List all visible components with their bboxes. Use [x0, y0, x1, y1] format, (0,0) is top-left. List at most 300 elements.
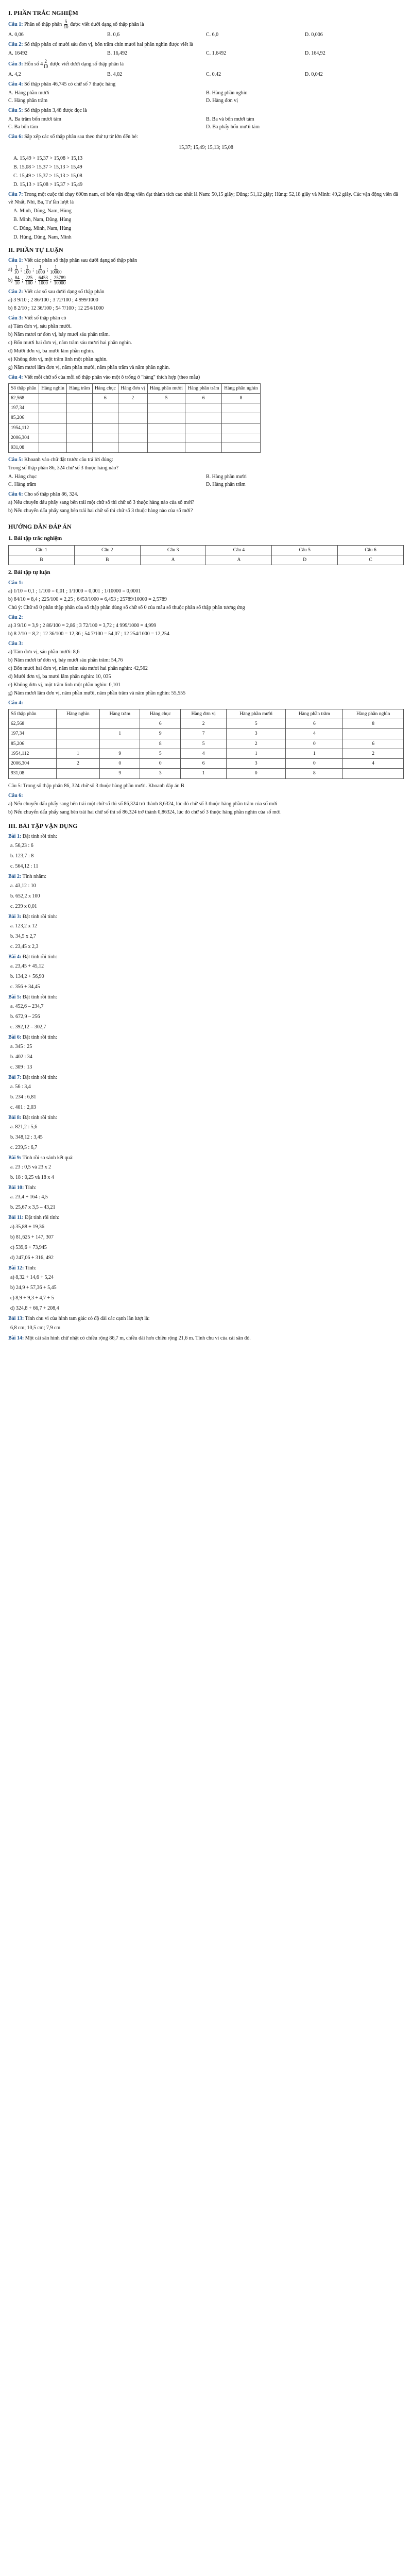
table-header-row	[9, 383, 261, 393]
option-d[interactable]: D. Hùng, Dũng, Nam, Minh	[13, 234, 72, 240]
table-header-row	[9, 545, 404, 555]
exercise-heading	[8, 833, 404, 840]
table-header: Số thập phân	[9, 383, 39, 393]
exercise-item: b) 81,625 + 147, 307	[10, 1234, 54, 1240]
question-label: Câu 6:	[8, 133, 23, 140]
list-item: b) Năm mươi tư đơn vị, bảy mươi sáu phần trăm.	[8, 331, 110, 337]
exercise-item: c. 392,12 – 302,7	[10, 1024, 46, 1030]
question-label: Câu 2:	[8, 41, 23, 47]
answer-label: Câu 4:	[8, 700, 23, 706]
table-header: Hàng phần nghìn	[221, 383, 260, 393]
question-label: Câu 4:	[8, 81, 23, 87]
table-cell: 7	[181, 729, 227, 739]
exercise-item: d) 324,8 + 66,7 + 208,4	[10, 1305, 59, 1311]
table-cell: 62,568	[9, 719, 57, 729]
question-text: Hỗn số	[24, 61, 39, 67]
guide-section-2: 2. Bài tập tự luận	[8, 569, 50, 576]
table-header: Hàng trăm	[100, 709, 140, 719]
table-header: Câu 2	[74, 545, 140, 555]
option-a[interactable]: A. 15,49 > 15,37 > 15,08 > 15,13	[13, 155, 83, 161]
exercise-heading	[8, 1184, 404, 1192]
question-text: Cho số thập phân 86, 324.	[24, 492, 78, 498]
table-cell	[343, 769, 404, 778]
line-prefix: b)	[8, 277, 13, 283]
list-item: g) Năm mươi lăm đơn vị, năm phần mười, năm phần trăm và năm phần nghìn.	[8, 364, 170, 370]
option-d[interactable]: D. Ba phẩy bốn mươi tám	[206, 124, 260, 130]
question-3	[8, 59, 404, 78]
table-cell: 6	[343, 739, 404, 749]
table-cell[interactable]	[67, 433, 93, 443]
fraction-numerator: 84	[14, 275, 20, 280]
table-cell: D	[272, 555, 338, 565]
question-4	[8, 80, 404, 105]
guide-title: HƯỚNG DẪN ĐÁP ÁN	[8, 523, 72, 531]
table-cell: 2	[118, 393, 148, 403]
list-item: b) Nếu chuyển dấu phẩy sang bên trái hai chữ số thì chữ số 3 thuộc hàng nào của số mới?	[8, 508, 193, 514]
table-cell[interactable]	[147, 423, 185, 433]
exercise-heading	[8, 1074, 404, 1081]
fraction	[43, 59, 48, 70]
exercise-label: Bài 3:	[8, 913, 22, 920]
answer-line: a) 1/10 = 0,1 ; 1/100 = 0,01 ; 1/1000 = 0,001 ; 1/10000 = 0,0001	[8, 588, 141, 594]
question-text: Viết số thập phân có	[24, 315, 66, 321]
exercise-item: c) 539,6 + 73,945	[10, 1244, 47, 1250]
option-c[interactable]: C. 15,49 > 15,37 > 15,13 > 15,08	[13, 173, 82, 179]
essay-question-1	[8, 257, 404, 286]
exercise-9	[8, 1154, 404, 1181]
option-a[interactable]: A. Hàng phần mười	[8, 90, 49, 96]
line-prefix: a)	[8, 297, 12, 303]
answer-line: e) Không đơn vị, một trăm linh một phần nghìn: 0,101	[8, 682, 121, 688]
table-cell: 5	[147, 393, 185, 403]
exercise-text: Một cái sân hình chữ nhật có chiều rộng 86,7 m, chiều dài hơn chiều rộng 21,6 m. Tính chu vi của cái sân đó.	[25, 1335, 251, 1341]
table-cell[interactable]	[92, 423, 118, 433]
question-text: Viết mỗi chữ số của mỗi số thập phân vào một ô trống ở "hàng" thích hợp (theo mẫu)	[24, 374, 200, 380]
table-cell	[56, 729, 100, 739]
exercise-label: Bài 5:	[8, 994, 22, 1000]
answer-line: a) Nếu chuyển dấu phẩy sang bên trái một chữ số thì số 86,324 trở thành 8,6324, lúc đó chữ số 3 thuộc hàng phần trăm của số mới	[8, 801, 278, 807]
exercise-heading	[8, 1315, 404, 1323]
option-b[interactable]: B. Minh, Nam, Dũng, Hùng	[13, 216, 72, 223]
table-cell: 1	[286, 749, 343, 758]
table-cell: 9	[140, 729, 181, 739]
essay-question-5	[8, 456, 404, 488]
question-text: Phân số thập phân	[24, 22, 62, 28]
exercise-item: b. 234 : 6,81	[10, 1094, 37, 1100]
table-cell[interactable]	[221, 413, 260, 423]
option-a[interactable]: A. 16492	[8, 50, 28, 56]
option-b[interactable]: B. 0,6	[107, 31, 120, 38]
table-cell: 1954,112	[9, 749, 57, 758]
table-row	[9, 729, 404, 739]
table-cell[interactable]	[221, 433, 260, 443]
option-b[interactable]: B. 4,02	[107, 71, 123, 77]
table-header: Hàng phần mười	[147, 383, 185, 393]
exercise-heading	[8, 953, 404, 961]
table-header: Số thập phân	[9, 709, 57, 719]
table-header: Hàng phần nghìn	[343, 709, 404, 719]
exercise-item: a. 345 : 25	[10, 1043, 32, 1049]
table-header: Hàng trăm	[67, 383, 93, 393]
option-a[interactable]: A. Hàng chục	[8, 474, 37, 480]
table-cell: 2	[56, 759, 100, 769]
table-row	[9, 393, 261, 403]
table-cell	[100, 719, 140, 729]
number-list: 15,37; 15,49; 15,13; 15,08	[179, 144, 233, 150]
exercise-label: Bài 4:	[8, 954, 22, 960]
table-cell[interactable]	[118, 413, 148, 423]
table-cell[interactable]	[221, 423, 260, 433]
table-cell	[343, 729, 404, 739]
table-cell[interactable]	[147, 403, 185, 413]
question-text: Số thập phân 46,745 có chữ số 7 thuộc hàng	[24, 81, 116, 87]
option-c[interactable]: C. Hàng phần trăm	[8, 97, 48, 104]
exercise-item: a. 23,4 + 164 : 4,5	[10, 1194, 48, 1200]
table-cell: 2006,304	[9, 759, 57, 769]
option-b[interactable]: B. 15,08 > 15,37 > 15,13 > 15,49	[13, 164, 82, 170]
table-cell[interactable]	[147, 443, 185, 453]
option-d[interactable]: D. Hàng phần trăm	[206, 482, 246, 488]
table-header: Hàng phần mười	[227, 709, 286, 719]
exercise-item: a) 35,88 + 19,36	[10, 1224, 44, 1230]
fraction	[14, 276, 20, 286]
table-cell: 5	[227, 719, 286, 729]
table-cell: 3	[227, 729, 286, 739]
exercise-text: Tính:	[25, 1184, 37, 1191]
exercise-item: b. 34,5 x 2,7	[10, 933, 36, 939]
exercise-text: Đặt tính rồi tính:	[22, 833, 57, 839]
table-cell: 6	[92, 393, 118, 403]
fraction-line-a: a) $\frac{1}{10}$ ; $\frac{1}{100}$ ; $\frac{1}{1000}$ ; $\frac{1}{10000}$	[8, 264, 62, 275]
part3-title: III. BÀI TẬP VẬN DỤNG	[8, 822, 78, 829]
option-b[interactable]: B. Hàng phần nghìn	[206, 90, 248, 96]
option-c[interactable]: C. 0,42	[206, 71, 221, 77]
essay-question-4	[8, 374, 404, 453]
table-cell: 85,206	[9, 739, 57, 749]
table-cell[interactable]	[147, 433, 185, 443]
essay-question-3	[8, 314, 404, 371]
option-c[interactable]: C. 1,6492	[206, 50, 227, 56]
answer-label: Câu 2:	[8, 614, 23, 620]
exercise-label: Bài 14:	[8, 1335, 24, 1341]
option-d[interactable]: D. Hàng đơn vị	[206, 97, 238, 104]
exercise-label: Bài 1:	[8, 833, 22, 839]
question-label: Câu 7:	[8, 191, 23, 197]
table-cell	[56, 719, 100, 729]
exercise-item: a) 8,32 + 14,6 + 5,24	[10, 1274, 54, 1280]
table-header: Câu 5	[272, 545, 338, 555]
exercise-item: d) 247,06 + 316, 492	[10, 1255, 54, 1261]
option-d[interactable]: D. 0,006	[305, 31, 323, 38]
table-cell: 1	[227, 749, 286, 758]
table-cell[interactable]	[92, 413, 118, 423]
table-cell: 6	[181, 759, 227, 769]
table-cell[interactable]	[39, 413, 67, 423]
option-d[interactable]: D. 164,92	[305, 50, 325, 56]
table-row	[9, 433, 261, 443]
table-cell[interactable]	[92, 443, 118, 453]
table-header: Hàng chục	[92, 383, 118, 393]
exercise-item: a. 821,2 : 5,6	[10, 1124, 38, 1130]
table-header: Hàng phần trăm	[185, 383, 222, 393]
answer-line: g) Năm mươi lăm đơn vị, năm phần mười, năm phần trăm và năm phần nghìn: 55,555	[8, 690, 186, 696]
exercise-8	[8, 1114, 404, 1151]
mixed-number-list: 8 2/10 ; 12 36/100 ; 54 7/100 ; 12 254/1000	[13, 305, 104, 311]
table-cell[interactable]	[185, 423, 222, 433]
question-label: Câu 2:	[8, 289, 23, 295]
answer-line: Câu 5: Trong số thập phân 86, 324 chữ số 3 thuộc hàng phần mười. Khoanh đáp án B	[8, 783, 184, 789]
table-cell	[56, 769, 100, 778]
table-cell: 9	[100, 749, 140, 758]
fraction-denominator: 10	[14, 280, 20, 286]
table-cell: 85,206	[9, 413, 39, 423]
question-text: Trong một cuộc thi chạy 600m nam, có bốn vận động viên đạt thành tích cao nhất là Nam: 50,15 giây; Dũng: 51,12 giây; Hùng: 52,18 giây và Minh: 49,2 giây. Các vận động viên đã về Nhất, Nhì, Ba, Tư lần lượt là	[8, 191, 398, 205]
table-cell: B	[9, 555, 75, 565]
table-cell[interactable]	[185, 433, 222, 443]
table-cell: 8	[140, 739, 181, 749]
table-cell: 1	[100, 729, 140, 739]
table-cell[interactable]	[118, 423, 148, 433]
option-a[interactable]: A. Ba trăm bốn mươi tám	[8, 116, 61, 122]
table-cell: 0	[286, 739, 343, 749]
table-cell: A	[140, 555, 206, 565]
exercise-heading	[8, 1033, 404, 1041]
answer-place-value-table	[8, 709, 404, 779]
table-row	[9, 443, 261, 453]
table-header: Câu 1	[9, 545, 75, 555]
table-cell: 0	[227, 769, 286, 778]
answer-label: Câu 3:	[8, 640, 23, 647]
table-cell[interactable]	[147, 413, 185, 423]
table-cell[interactable]	[67, 403, 93, 413]
table-cell[interactable]	[185, 443, 222, 453]
exercise-14	[8, 1334, 404, 1342]
table-cell[interactable]	[221, 443, 260, 453]
options	[8, 155, 404, 189]
fraction	[14, 265, 19, 275]
question-label: Câu 1:	[8, 22, 23, 28]
exercise-7	[8, 1074, 404, 1111]
table-cell: 1	[56, 749, 100, 758]
table-cell[interactable]	[118, 433, 148, 443]
exercise-heading	[8, 873, 404, 880]
table-header: Hàng phần trăm	[286, 709, 343, 719]
exercise-1	[8, 833, 404, 870]
table-cell: 2	[181, 719, 227, 729]
exercise-heading	[8, 993, 404, 1001]
mixed-number-whole: 4	[40, 61, 43, 67]
table-row	[9, 769, 404, 778]
exercise-text: Đặt tính rồi tính:	[22, 1034, 57, 1040]
exercise-text: Đặt tính rồi tính:	[22, 1074, 57, 1080]
table-cell[interactable]	[92, 403, 118, 413]
exercise-12	[8, 1264, 404, 1312]
table-cell[interactable]	[185, 413, 222, 423]
table-cell[interactable]	[221, 403, 260, 413]
table-cell: 0	[140, 759, 181, 769]
table-cell[interactable]	[39, 403, 67, 413]
fraction-numerator: 25789	[54, 275, 66, 280]
exercise-item: c) 8,9 + 9,3 + 4,7 + 5	[10, 1295, 54, 1301]
table-row	[9, 739, 404, 749]
table-cell[interactable]	[67, 423, 93, 433]
table-cell[interactable]	[185, 403, 222, 413]
table-cell: 931,08	[9, 769, 57, 778]
fraction-numerator: 1	[39, 264, 42, 269]
option-a[interactable]: A. 0,06	[8, 31, 24, 38]
option-a[interactable]: A. Minh, Dũng, Nam, Hùng	[13, 208, 72, 214]
exercise-item: c. 356 + 34,45	[10, 984, 40, 990]
essay-question-2	[8, 288, 404, 312]
table-cell: 3	[227, 759, 286, 769]
table-cell: 6	[140, 719, 181, 729]
exercise-text: Đặt tính rồi tính:	[22, 913, 57, 920]
answer-label: Câu 6:	[8, 792, 23, 799]
question-6	[8, 133, 404, 189]
answer-table	[8, 545, 404, 566]
answer-line: b) Nếu chuyển dấu phẩy sang bên trái hai chữ số thì số 86,324 trở thành 0,86324, lúc đó chữ số 3 thuộc hàng phần nghìn của số mới	[8, 809, 281, 815]
question-text: Số thập phân 3,48 được đọc là	[24, 107, 87, 113]
exercise-item: a. 23,45 + 45,12	[10, 963, 44, 969]
options	[8, 115, 404, 131]
option-a[interactable]: A. 4,2	[8, 71, 21, 77]
fraction-denominator: 100	[25, 280, 33, 286]
essay-question-6	[8, 490, 404, 515]
answer-line: b) 8 2/10 = 8,2 ; 12 36/100 = 12,36 ; 54 7/100 = 54,07 ; 12 254/1000 = 12,254	[8, 631, 169, 637]
table-header: Hàng nghìn	[56, 709, 100, 719]
answer-line: c) Bốn mươi hai đơn vị, năm trăm sáu mươi hai phần nghìn: 42,562	[8, 665, 148, 671]
exercise-item: a. 56 : 3,4	[10, 1083, 31, 1090]
exercise-item: b. 672,9 – 256	[10, 1013, 40, 1020]
fraction-denominator: 10	[43, 64, 48, 70]
option-c[interactable]: C. 6,0	[206, 31, 219, 38]
table-cell: 4	[343, 759, 404, 769]
exercise-text: Đặt tính rồi tính:	[25, 1214, 60, 1221]
table-cell: 62,568	[9, 393, 39, 403]
fraction-numerator: 1	[15, 264, 18, 269]
option-b[interactable]: B. Ba và bốn mươi tám	[206, 116, 254, 122]
question-label: Câu 5:	[8, 457, 23, 463]
exercise-3	[8, 913, 404, 951]
answer-line: b) 84/10 = 8,4 ; 225/100 = 2,25 ; 6453/1000 = 6,453 ; 25789/10000 = 2,5789	[8, 596, 167, 602]
table-cell[interactable]	[39, 433, 67, 443]
question-label: Câu 3:	[8, 315, 23, 321]
table-cell: 4	[286, 729, 343, 739]
fraction-numerator: 2	[44, 58, 47, 64]
option-c[interactable]: C. Hàng trăm	[8, 482, 37, 488]
table-cell: 9	[100, 769, 140, 778]
table-cell: 4	[181, 749, 227, 758]
table-cell[interactable]	[118, 443, 148, 453]
exercise-11	[8, 1214, 404, 1262]
table-cell: 2006,304	[9, 433, 39, 443]
list-item: a) Tám đơn vị, sáu phần mười.	[8, 323, 72, 329]
table-header: Hàng nghìn	[39, 383, 67, 393]
exercise-4	[8, 953, 404, 991]
exercise-label: Bài 11:	[8, 1214, 24, 1221]
answer-label: Câu 1:	[8, 580, 23, 586]
table-cell[interactable]	[67, 413, 93, 423]
exercise-text: Tính rồi so sánh kết quả:	[22, 1155, 74, 1161]
table-cell: 1	[181, 769, 227, 778]
exercise-6	[8, 1033, 404, 1071]
options	[8, 89, 404, 105]
fraction-numerator: 1	[55, 264, 57, 269]
fraction-denominator: 100	[24, 269, 31, 275]
table-cell[interactable]	[118, 403, 148, 413]
question-2	[8, 41, 404, 57]
table-row	[9, 749, 404, 758]
fraction-numerator: 5	[64, 19, 67, 24]
table-cell: 8	[343, 719, 404, 729]
exercise-heading	[8, 1214, 404, 1222]
fraction-denominator: 10000	[50, 269, 62, 275]
exercise-item: c. 239,5 : 6,7	[10, 1144, 38, 1150]
table-header: Câu 3	[140, 545, 206, 555]
exercise-item: c. 564,12 : 11	[10, 863, 39, 869]
list-item: a) Nếu chuyển dấu phẩy sang bên trái một chữ số thì chữ số 3 thuộc hàng nào của số mới?	[8, 500, 195, 506]
table-cell: A	[206, 555, 272, 565]
exercise-item: b. 402 : 34	[10, 1054, 32, 1060]
fraction-numerator: 225	[25, 275, 33, 280]
fraction-numerator: 6453	[38, 275, 48, 280]
table-cell	[100, 739, 140, 749]
mixed-number-list: 3 9/10 ; 2 86/100 ; 3 72/100 ; 4 999/1000	[13, 297, 98, 303]
list-item: c) Bốn mươi hai đơn vị, năm trăm sáu mươi hai phần nghìn.	[8, 340, 132, 346]
fraction	[50, 265, 62, 275]
question-text: Viết các số sau dưới dạng số thập phân	[24, 289, 105, 295]
place-value-table	[8, 383, 261, 453]
option-d[interactable]: D. 15,13 > 15,08 > 15,37 > 15,49	[13, 181, 83, 188]
answer-line: b) Năm mươi tư đơn vị, bảy mươi sáu phần trăm: 54,76	[8, 657, 123, 663]
table-cell: 0	[100, 759, 140, 769]
option-c[interactable]: C. Dũng, Minh, Nam, Hùng	[13, 225, 72, 231]
table-row	[9, 555, 404, 565]
table-cell[interactable]	[39, 443, 67, 453]
table-cell[interactable]	[39, 423, 67, 433]
exercise-text: Tính chu vi của hình tam giác có độ dài các cạnh lần lượt là:	[25, 1315, 150, 1321]
options	[8, 49, 404, 57]
option-c[interactable]: C. Ba bốn tám	[8, 124, 38, 130]
table-row	[9, 403, 261, 413]
exercise-text: Tính:	[25, 1265, 37, 1271]
question-text: Số thập phân có mười sáu đơn vị, bốn trăm chín mươi hai phần nghìn được viết là	[24, 41, 194, 47]
exercise-heading	[8, 913, 404, 921]
exercise-2	[8, 873, 404, 910]
option-b[interactable]: B. 16,492	[107, 50, 128, 56]
question-7	[8, 191, 404, 241]
exercise-item: b. 123,7 : 8	[10, 853, 34, 859]
table-cell: B	[74, 555, 140, 565]
option-d[interactable]: D. 0,042	[305, 71, 323, 77]
fraction	[24, 265, 31, 275]
answer-line: a) 3 9/10 = 3,9 ; 2 86/100 = 2,86 ; 3 72/100 = 3,72 ; 4 999/1000 = 4,999	[8, 622, 157, 629]
question-text: Viết các phân số thập phân sau dưới dạng số thập phân	[24, 257, 138, 263]
table-row	[9, 413, 261, 423]
exercise-item: a. 123,2 x 12	[10, 923, 37, 929]
exercise-item: a. 452,6 – 234,7	[10, 1003, 44, 1009]
exercise-heading	[8, 1264, 404, 1272]
table-cell: 1954,112	[9, 423, 39, 433]
line-prefix: b)	[8, 305, 13, 311]
fraction-line-b: b) $\frac{84}{10}$ ; $\frac{225}{100}$ ; $\frac{6453}{1000}$ ; $\frac{25789}{10000}$	[8, 275, 66, 286]
answer-line: a) Tám đơn vị, sáu phần mười: 8,6	[8, 649, 80, 655]
option-b[interactable]: B. Hàng phần mười	[206, 474, 247, 480]
answer-line: d) Mười đơn vị, ba mươi lăm phần nghìn: 10, 035	[8, 673, 111, 680]
table-cell[interactable]	[67, 443, 93, 453]
exercise-item: c. 23,45 x 2,3	[10, 943, 39, 950]
table-cell[interactable]	[92, 433, 118, 443]
